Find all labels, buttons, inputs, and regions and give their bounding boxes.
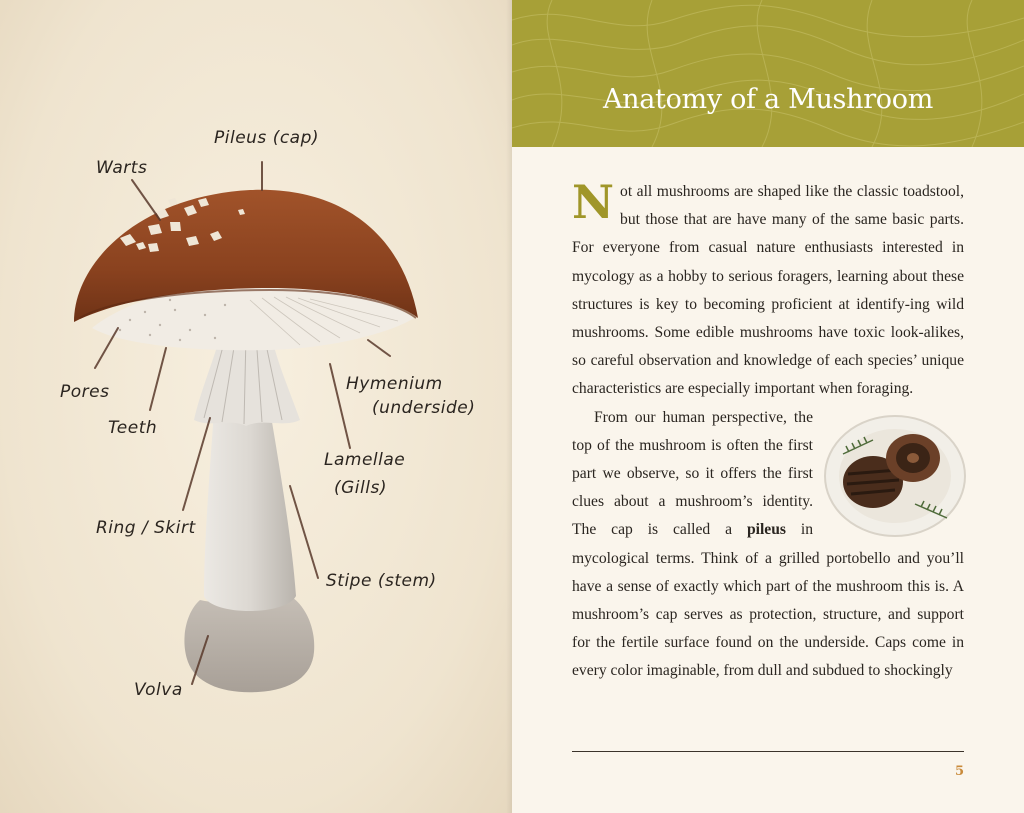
- pileus-term: pileus: [746, 521, 786, 539]
- stipe-shape: [204, 410, 296, 611]
- teeth-leader: [150, 348, 166, 410]
- portobello-gills-shape: [886, 434, 940, 482]
- hymenium-label: Hymenium: [346, 374, 443, 394]
- paragraph-2-text-a: From our human perspective, the top of the mushroom is often the first part we observe, so it offers the first clues about a mushroom’s identity. The cap is called a: [572, 408, 813, 539]
- footer-rule: [572, 751, 964, 752]
- pileus-label: Pileus (cap): [214, 128, 320, 148]
- paragraph-2-text-b: in mycological terms. Think of a grilled portobello and you’ll have a sense of exactly which part of the mushroom this is. A mushroom’s cap serves as protection, structure, and support for the fertile surface found on the underside. Caps come in every color imaginable, from dull and subdued to shockingly: [572, 521, 964, 680]
- right-page: [512, 0, 1024, 813]
- body-text: [572, 175, 964, 686]
- ring-label: Ring / Skirt: [96, 518, 196, 538]
- ring-leader: [183, 418, 210, 510]
- stipe-label: Stipe (stem): [326, 571, 437, 591]
- warts-leader: [132, 180, 160, 220]
- lamellae-label: Lamellae: [324, 450, 406, 470]
- paragraph-1: [572, 175, 964, 404]
- hymenium-sublabel: (underside): [372, 398, 476, 418]
- page-title: Anatomy of a Mushroom: [602, 84, 934, 115]
- hymenium-leader: [368, 340, 390, 356]
- pores-label: Pores: [60, 382, 110, 402]
- teeth-label: Teeth: [108, 418, 158, 438]
- volva-label: Volva: [134, 680, 183, 700]
- stipe-leader: [290, 486, 318, 578]
- portobello-plate-illustration: [823, 412, 968, 542]
- drop-cap: N: [572, 175, 615, 229]
- title-band: [512, 0, 1024, 147]
- warts-label: Warts: [96, 158, 148, 178]
- lamellae-sublabel: (Gills): [334, 478, 387, 498]
- paragraph-2: [572, 404, 964, 686]
- page-number: 5: [954, 764, 964, 779]
- wave-pattern: [512, 0, 1024, 147]
- paragraph-1-text: ot all mushrooms are shaped like the classic toadstool, but those that are have many of the same basic parts. For everyone from casual nature enthusiasts interested in mycology as a hobby to serious foragers, learning about these structures is key to becoming proficient at identify-ing wild mushrooms. Some edible mushrooms have toxic look-alikes, so careful observation and knowledge of each species’ unique characteristics are especially important when foraging.: [572, 183, 964, 398]
